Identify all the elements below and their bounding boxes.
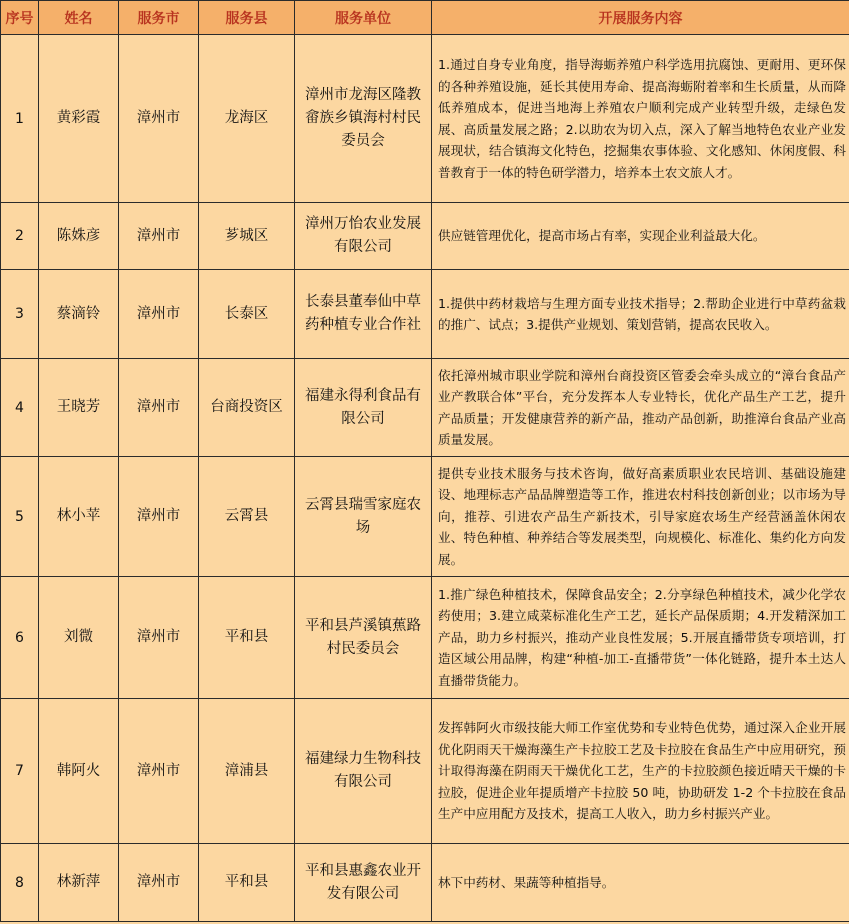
row-unit: 漳州万怡农业发展有限公司 bbox=[295, 203, 432, 270]
row-index: 2 bbox=[1, 203, 39, 270]
table-row bbox=[1, 270, 849, 359]
header-county: 服务县 bbox=[199, 1, 295, 35]
table-row bbox=[1, 203, 849, 270]
row-city: 漳州市 bbox=[119, 35, 199, 203]
table-row bbox=[1, 35, 849, 203]
row-county: 云霄县 bbox=[199, 457, 295, 577]
row-city: 漳州市 bbox=[119, 203, 199, 270]
row-index: 7 bbox=[1, 699, 39, 844]
row-city: 漳州市 bbox=[119, 359, 199, 457]
row-content: 供应链管理优化，提高市场占有率，实现企业利益最大化。 bbox=[432, 203, 849, 270]
row-index: 5 bbox=[1, 457, 39, 577]
row-content: 1.推广绿色种植技术，保障食品安全；2.分享绿色种植技术，减少化学农药使用；3.建立咸菜标准化生产工艺，延长产品保质期；4.开发精深加工产品，助力乡村振兴，推动产业良性发展；5.开展直播带货专项培训，打造区域公用品牌，构建“种植-加工-直播带货”一体化链路，提升本土达人直播带货能力。 bbox=[432, 577, 849, 699]
row-county: 芗城区 bbox=[199, 203, 295, 270]
row-index: 1 bbox=[1, 35, 39, 203]
row-content: 1.提供中药材栽培与生理方面专业技术指导；2.帮助企业进行中草药盆栽的推广、试点；3.提供产业规划、策划营销，提高农民收入。 bbox=[432, 270, 849, 359]
row-index: 3 bbox=[1, 270, 39, 359]
row-county: 平和县 bbox=[199, 844, 295, 922]
row-unit: 平和县芦溪镇蕉路村民委员会 bbox=[295, 577, 432, 699]
row-name: 林新萍 bbox=[39, 844, 119, 922]
table-row bbox=[1, 359, 849, 457]
row-unit: 长泰县董奉仙中草药种植专业合作社 bbox=[295, 270, 432, 359]
row-city: 漳州市 bbox=[119, 844, 199, 922]
row-name: 黄彩霞 bbox=[39, 35, 119, 203]
row-name: 陈姝彦 bbox=[39, 203, 119, 270]
row-city: 漳州市 bbox=[119, 270, 199, 359]
row-name: 蔡滴铃 bbox=[39, 270, 119, 359]
row-county: 漳浦县 bbox=[199, 699, 295, 844]
row-content: 依托漳州城市职业学院和漳州台商投资区管委会牵头成立的“漳台食品产业产教联合体”平台，充分发挥本人专业特长，优化产品生产工艺，提升产品质量；开发健康营养的新产品，推动产品创新，助推漳台食品产业高质量发展。 bbox=[432, 359, 849, 457]
table-row bbox=[1, 577, 849, 699]
row-county: 长泰区 bbox=[199, 270, 295, 359]
row-unit: 云霄县瑞雪家庭农场 bbox=[295, 457, 432, 577]
row-city: 漳州市 bbox=[119, 699, 199, 844]
row-name: 王晓芳 bbox=[39, 359, 119, 457]
row-index: 8 bbox=[1, 844, 39, 922]
header-name: 姓名 bbox=[39, 1, 119, 35]
header-city: 服务市 bbox=[119, 1, 199, 35]
row-county: 台商投资区 bbox=[199, 359, 295, 457]
row-county: 龙海区 bbox=[199, 35, 295, 203]
row-content: 发挥韩阿火市级技能大师工作室优势和专业特色优势，通过深入企业开展优化阴雨天干燥海藻生产卡拉胶工艺及卡拉胶在食品生产中应用研究，预计取得海藻在阴雨天干燥优化工艺，生产的卡拉胶颜色接近晴天干燥的卡拉胶，促进企业年提质增产卡拉胶 50 吨，协助研发 1-2 个卡拉胶在食品生产中应用配方及技术，提高工人收入，助力乡村振兴产业。 bbox=[432, 699, 849, 844]
row-index: 6 bbox=[1, 577, 39, 699]
header-unit: 服务单位 bbox=[295, 1, 432, 35]
header-index: 序号 bbox=[1, 1, 39, 35]
table-row bbox=[1, 699, 849, 844]
row-unit: 福建绿力生物科技有限公司 bbox=[295, 699, 432, 844]
row-city: 漳州市 bbox=[119, 457, 199, 577]
row-unit: 平和县惠鑫农业开发有限公司 bbox=[295, 844, 432, 922]
row-city: 漳州市 bbox=[119, 577, 199, 699]
row-county: 平和县 bbox=[199, 577, 295, 699]
row-unit: 福建永得利食品有限公司 bbox=[295, 359, 432, 457]
header-row bbox=[1, 1, 849, 35]
row-content: 林下中药材、果蔬等种植指导。 bbox=[432, 844, 849, 922]
row-index: 4 bbox=[1, 359, 39, 457]
header-content: 开展服务内容 bbox=[432, 1, 849, 35]
row-unit: 漳州市龙海区隆教畲族乡镇海村村民委员会 bbox=[295, 35, 432, 203]
row-name: 韩阿火 bbox=[39, 699, 119, 844]
row-name: 林小苹 bbox=[39, 457, 119, 577]
table-row bbox=[1, 457, 849, 577]
row-content: 提供专业技术服务与技术咨询，做好高素质职业农民培训、基础设施建设、地理标志产品品牌塑造等工作，推进农村科技创新创业；以市场为导向，推荐、引进农产品生产新技术，引导家庭农场生产经营涵盖休闲农业、特色种植、种养结合等发展类型，向规模化、标准化、集约化方向发展。 bbox=[432, 457, 849, 577]
row-name: 刘微 bbox=[39, 577, 119, 699]
row-content: 1.通过自身专业角度，指导海蛎养殖户科学选用抗腐蚀、更耐用、更环保的各种养殖设施，延长其使用寿命、提高海蛎附着率和生长质量，从而降低养殖成本，促进当地海上养殖农户顺利完成产业转型升级，走绿色发展、高质量发展之路；2.以助农为切入点，深入了解当地特色农业产业发展现状，结合镇海文化特色，挖掘集农事体验、文化感知、休闲度假、科普教育于一体的特色研学潜力，培养本土农文旅人才。 bbox=[432, 35, 849, 203]
table-row bbox=[1, 844, 849, 922]
